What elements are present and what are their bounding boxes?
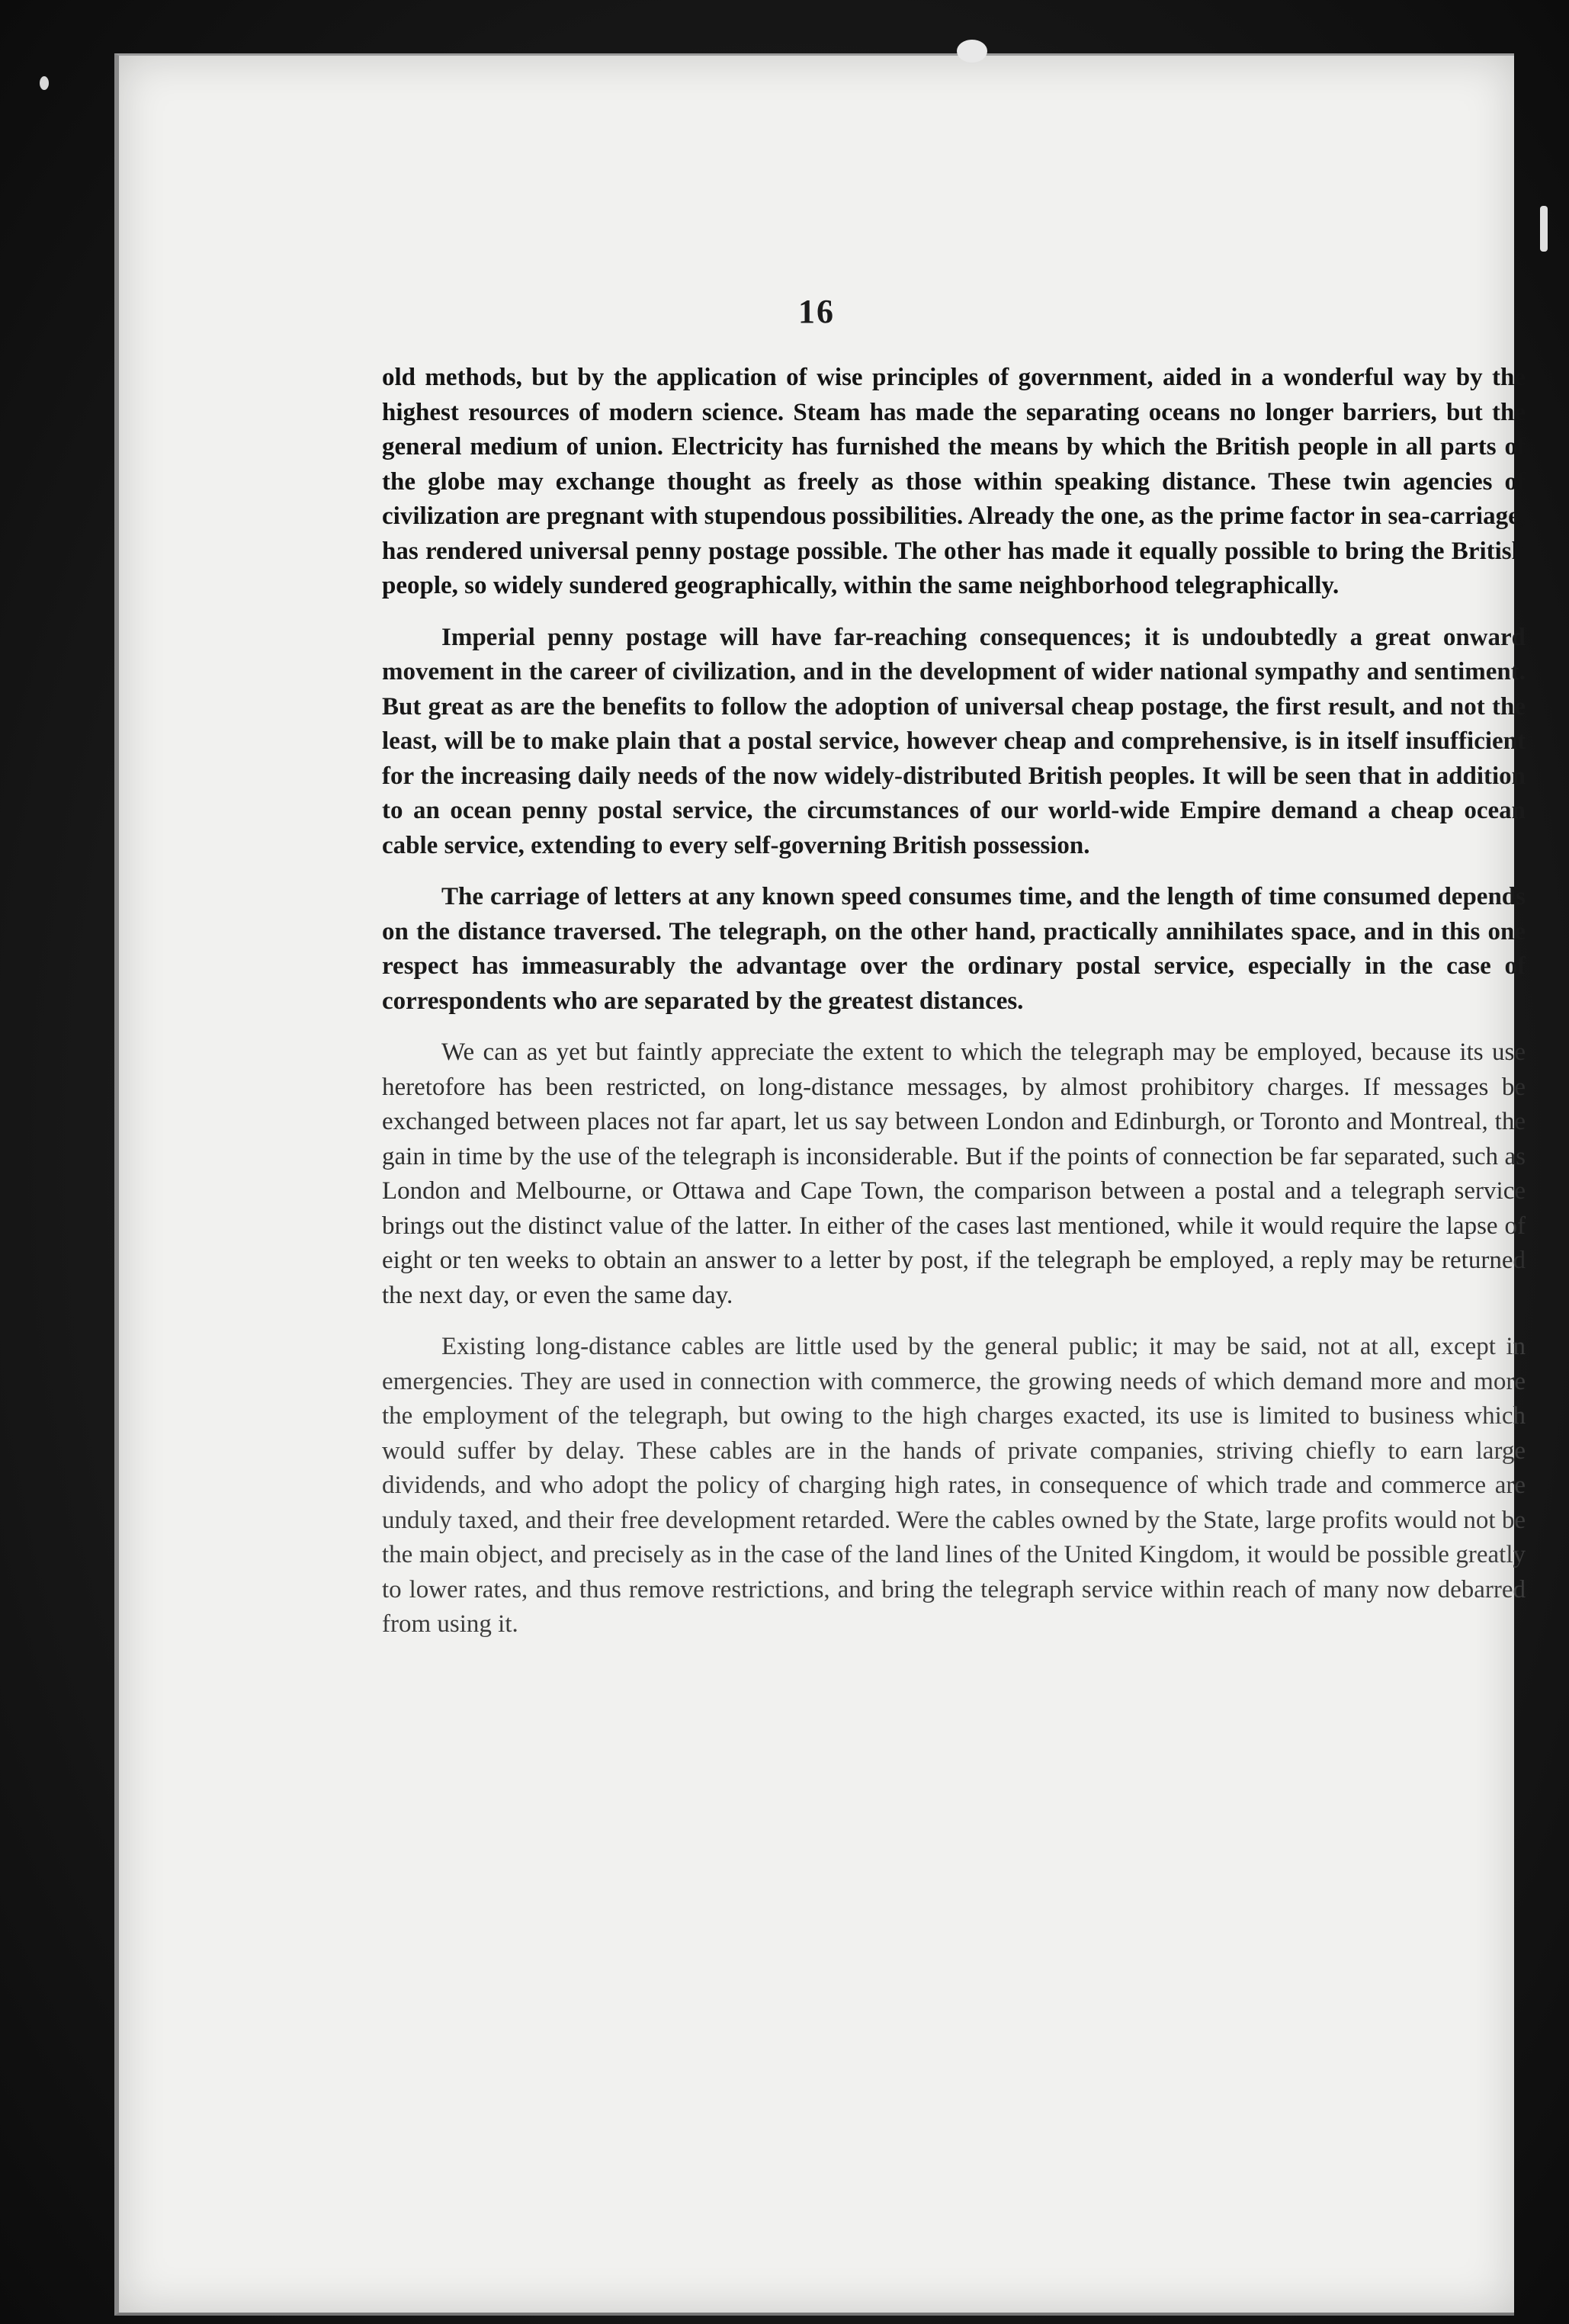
paragraph-4: We can as yet but faintly appreciate the extent to which the telegraph may be employed, because its use heretofore has been restricted, on long-distance messages, by almost prohibitory charges. If messages be exchanged between places not far apart, let us say between London and Edinburgh, or Toronto and Montreal, the gain in time by the use of the telegraph is inconsiderable. But if the points of connection be far separated, such as London and Melbourne, or Ottawa and Cape Town, the comparison between a postal and a telegraph service brings out the distinct value of the latter. In either of the cases last mentioned, while it would require the lapse of eight or ten weeks to obtain an answer to a letter by post, if the telegraph be employed, a reply may be returned the next day, or even the same day. bbox=[382, 1038, 1526, 1309]
body-text bbox=[382, 361, 1526, 1659]
scan-speck bbox=[957, 40, 987, 63]
document-page bbox=[114, 53, 1526, 2316]
paragraph-2: Imperial penny postage will have far-reaching consequences; it is undoubtedly a great onward movement in the career of civilization, and in the development of wider national sympathy and sentiment. But great as are the benefits to follow the adoption of universal cheap postage, the first result, and not the least, will be to make plain that a postal service, however cheap and comprehensive, is in itself insufficient for the increasing daily needs of the now widely-distributed British peoples. It will be seen that in addition to an ocean penny postal service, the circumstances of our world-wide Empire demand a cheap ocean cable service, extending to every self-governing British possession. bbox=[382, 623, 1526, 859]
scan-speck bbox=[40, 76, 49, 90]
page-number: 16 bbox=[798, 293, 835, 330]
paragraph-5: Existing long-distance cables are little used by the general public; it may be said, not at all, except in emergencies. They are used in connection with commerce, the growing needs of which demand more and more the employment of the telegraph, but owing to the high charges exacted, its use is limited to business which would suffer by delay. These cables are in the hands of private companies, striving chiefly to earn large dividends, and who adopt the policy of charging high rates, in consequence of which trade and commerce are unduly taxed, and their free development retarded. Were the cables owned by the State, large profits would not be the main object, and precisely as in the case of the land lines of the United Kingdom, it would be possible greatly to lower rates, and thus remove restrictions, and bring the telegraph service within reach of many now debarred from using it. bbox=[382, 1333, 1526, 1638]
scan-speck bbox=[1540, 206, 1548, 252]
paragraph-3: The carriage of letters at any known speed consumes time, and the length of time consumed depends on the distance traversed. The telegraph, on the other hand, practically annihilates space, and in this one respect has immeasurably the advantage over the ordinary postal service, especially in the case of correspondents who are separated by the greatest distances. bbox=[382, 883, 1526, 1015]
paragraph-1: old methods, but by the application of wise principles of government, aided in a wonderful way by the highest resources of modern science. Steam has made the separating oceans no longer barriers, but the general medium of union. Electricity has furnished the means by which the British people in all parts of the globe may exchange thought as freely as those within speaking distance. These twin agencies of civilization are pregnant with stupendous possibilities. Already the one, as the prime factor in sea-carriage, has rendered universal penny postage possible. The other has made it equally possible to bring the British people, so widely sundered geographically, within the same neighborhood telegraphically. bbox=[382, 364, 1526, 599]
